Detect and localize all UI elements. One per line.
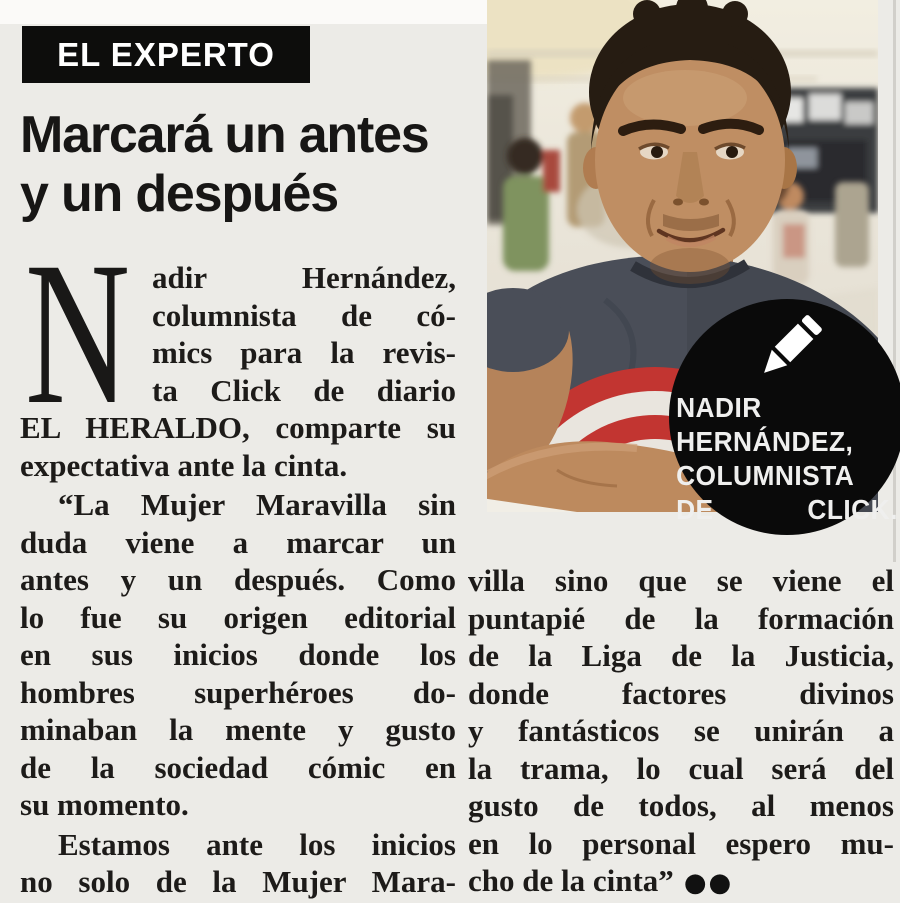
kicker-label: EL EXPERTO (57, 35, 275, 73)
text-line: gusto de todos, al menos (468, 788, 894, 823)
text-line: no solo de la Mujer Mara- (20, 864, 456, 899)
text-line: duda viene a marcar un (20, 524, 456, 560)
text-line: su momento. (20, 787, 189, 822)
text-line: expectativa ante la cinta. (20, 447, 348, 483)
scan-white-strip (0, 0, 487, 24)
text-line: HERNÁNDEZ, (676, 426, 854, 457)
end-of-article-marks: ●● (683, 868, 734, 898)
text-line: puntapié de la formación (468, 600, 894, 636)
text-line: NADIR (676, 392, 762, 423)
text-line: “La Mujer Maravilla sin (58, 487, 456, 522)
text-line: minaban la mente y gusto (20, 712, 456, 747)
kicker-box (22, 26, 310, 83)
headline-line-1: Marcará un antes (20, 106, 429, 164)
text-line: adir Hernández, (152, 260, 456, 295)
text-line: mics para la revis- (152, 335, 456, 370)
headline-line-2: y un después (20, 165, 338, 223)
text-line: lo fue su origen editorial (20, 599, 456, 635)
text-line: de la Liga de la Justicia, (468, 638, 894, 673)
text-line: columnista de có- (152, 297, 456, 333)
pencil-icon (750, 303, 834, 387)
text-line: EL HERALDO, comparte su (20, 410, 456, 445)
paragraph-2 (20, 486, 456, 824)
text-line: la trama, lo cual será del (468, 750, 894, 786)
dropcap-box (20, 220, 132, 447)
article-right-column (468, 562, 894, 903)
text-line: Estamos ante los inicios (58, 826, 456, 862)
text-line: en lo personal espero mu- (468, 825, 894, 861)
text-line: ta Click de diario (152, 372, 456, 408)
text-line: DE CLICK. (676, 494, 898, 525)
text-line: antes y un después. Como (20, 562, 456, 597)
dropcap-letter: N (25, 220, 131, 447)
text-line: en sus inicios donde los (20, 637, 456, 672)
paragraph-3 (20, 826, 456, 901)
columnist-badge (669, 299, 900, 535)
article-left-column (20, 220, 456, 901)
text-line: y fantásticos se unirán a (468, 713, 894, 748)
paragraph-3-continued (468, 562, 894, 862)
text-line: donde factores divinos (468, 675, 894, 711)
text-line (468, 862, 894, 903)
text-line: hombres superhéroes do- (20, 674, 456, 710)
text-line: de la sociedad cómic en (20, 749, 456, 785)
badge-caption (676, 391, 898, 527)
last-line-text: cho de la cinta” (468, 863, 674, 898)
text-line: COLUMNISTA (676, 460, 855, 491)
text-line: villa sino que se viene el (468, 563, 894, 598)
headline (20, 106, 480, 224)
